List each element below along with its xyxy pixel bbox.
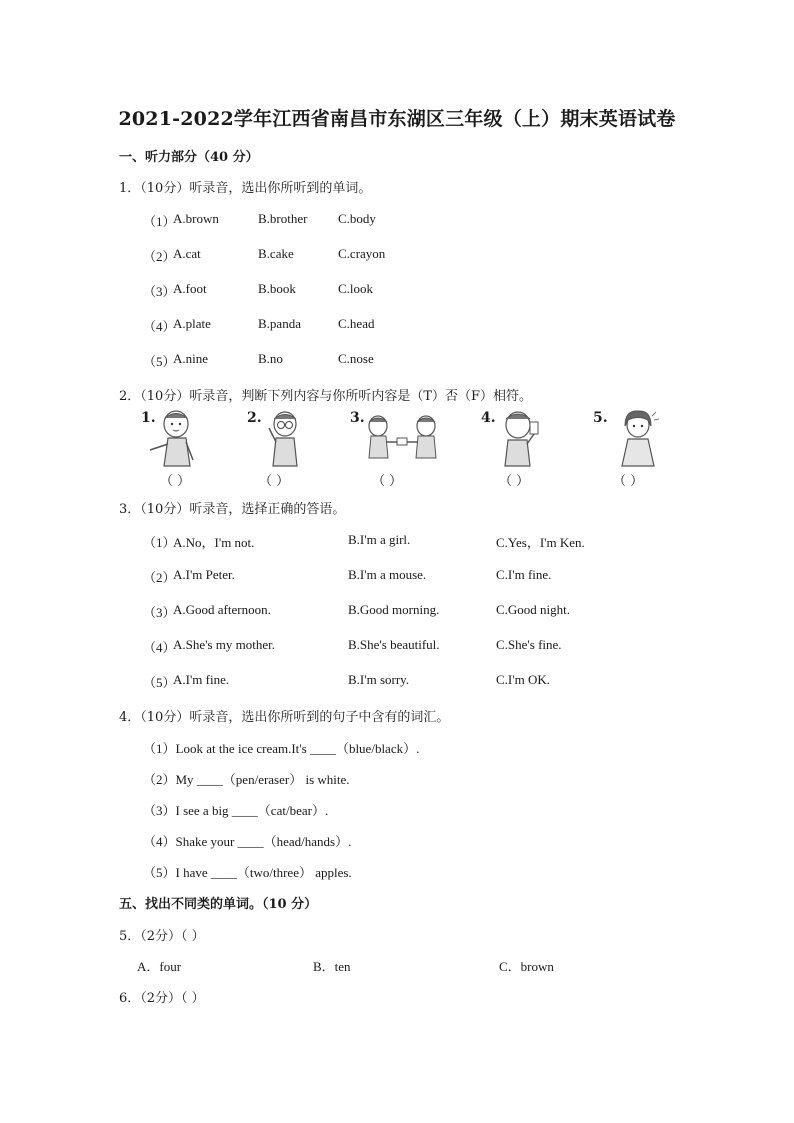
- q2-answer-paren: （ ）: [160, 474, 191, 489]
- q4-sentence: （1）Look at the ice cream.It's ____（blue/black）.: [143, 741, 420, 756]
- q1-option-a: A.plate: [173, 316, 211, 331]
- q3-item-num: （1）: [143, 535, 176, 550]
- q3-option-c: C.She's fine.: [496, 637, 562, 652]
- q1-option-b: B.book: [258, 281, 296, 296]
- q3-item-num: （2）: [143, 570, 176, 585]
- q3-option-b: B.Good morning.: [348, 602, 440, 617]
- q3-option-b: B.I'm a girl.: [348, 532, 411, 547]
- q3-option-a: A.She's my mother.: [173, 637, 276, 652]
- q2-picture-number: 5.: [593, 410, 608, 426]
- q2-picture-number: 2.: [247, 410, 262, 426]
- q3-item-num: （4）: [143, 640, 176, 655]
- q1-option-b: B.no: [258, 351, 283, 366]
- q1-option-b: B.cake: [258, 246, 294, 261]
- section-1-heading: 一、听力部分（40 分）: [119, 150, 259, 165]
- two-kids-handshake-icon: [364, 412, 442, 462]
- boy-drinking-icon: [494, 408, 550, 470]
- q3-option-c: C.I'm OK.: [496, 672, 550, 687]
- boy-pointing-icon: [148, 408, 208, 470]
- q1-item-num: （5）: [143, 354, 176, 369]
- q2-answer-paren: （ ）: [499, 474, 530, 489]
- q1-option-c: C.nose: [338, 351, 374, 366]
- q1-item-num: （3）: [143, 284, 176, 299]
- q1-option-c: C.body: [338, 211, 376, 226]
- boy-glasses-icon: [260, 408, 310, 470]
- q3-stem: 3．（10分）听录音，选择正确的答语。: [119, 502, 346, 517]
- q2-answer-paren: （ ）: [613, 474, 644, 489]
- q5-option-b: B．ten: [313, 959, 351, 974]
- q3-option-b: B.I'm a mouse.: [348, 567, 427, 582]
- q3-option-a: A.No，I'm not.: [173, 535, 255, 550]
- q1-option-a: A.foot: [173, 281, 207, 296]
- q5-option-a: A．four: [137, 959, 182, 974]
- q2-answer-paren: （ ）: [372, 474, 403, 489]
- q4-sentence: （2）My ____（pen/eraser） is white.: [143, 772, 350, 787]
- q1-item-num: （2）: [143, 249, 176, 264]
- q2-picture-number: 1.: [141, 410, 156, 426]
- q6-stem: 6．（2分）（ ）: [119, 991, 205, 1006]
- q1-item-num: （4）: [143, 319, 176, 334]
- page-title: 2021-2022学年江西省南昌市东湖区三年级（上）期末英语试卷: [118, 108, 676, 130]
- q5-option-c: C．brown: [499, 959, 554, 974]
- q3-option-c: C.Good night.: [496, 602, 571, 617]
- q1-option-b: B.brother: [258, 211, 308, 226]
- q3-item-num: （3）: [143, 605, 176, 620]
- q4-sentence: （3）I see a big ____（cat/bear）.: [143, 803, 329, 818]
- q4-stem: 4．（10分）听录音，选出你所听到的句子中含有的词汇。: [119, 710, 450, 725]
- q1-item-num: （1）: [143, 214, 176, 229]
- q1-option-c: C.look: [338, 281, 374, 296]
- q3-option-b: B.She's beautiful.: [348, 637, 440, 652]
- q2-picture-number: 3.: [350, 410, 365, 426]
- q4-sentence: （5）I have ____（two/three） apples.: [143, 865, 352, 880]
- q1-option-a: A.brown: [173, 211, 219, 226]
- q3-option-a: A.I'm fine.: [173, 672, 230, 687]
- q2-stem: 2．（10分）听录音，判断下列内容与你所听内容是（T）否（F）相符。: [119, 389, 533, 404]
- q3-option-a: A.Good afternoon.: [173, 602, 271, 617]
- q3-option-c: C.I'm fine.: [496, 567, 552, 582]
- q3-option-c: C.Yes，I'm Ken.: [496, 535, 585, 550]
- q4-sentence: （4）Shake your ____（head/hands）.: [143, 834, 352, 849]
- q5-stem: 5．（2分）（ ）: [119, 929, 205, 944]
- q1-option-b: B.panda: [258, 316, 301, 331]
- q1-option-c: C.head: [338, 316, 375, 331]
- section-5-heading: 五、找出不同类的单词。（10 分）: [119, 897, 318, 912]
- q1-option-a: A.nine: [173, 351, 209, 366]
- q1-stem: 1．（10分）听录音，选出你所听到的单词。: [119, 181, 372, 196]
- q3-option-a: A.I'm Peter.: [173, 567, 235, 582]
- q1-option-a: A.cat: [173, 246, 201, 261]
- q2-answer-paren: （ ）: [259, 474, 290, 489]
- girl-icon: [612, 408, 664, 470]
- q2-picture-number: 4.: [481, 410, 496, 426]
- q1-option-c: C.crayon: [338, 246, 386, 261]
- q3-item-num: （5）: [143, 675, 176, 690]
- q3-option-b: B.I'm sorry.: [348, 672, 410, 687]
